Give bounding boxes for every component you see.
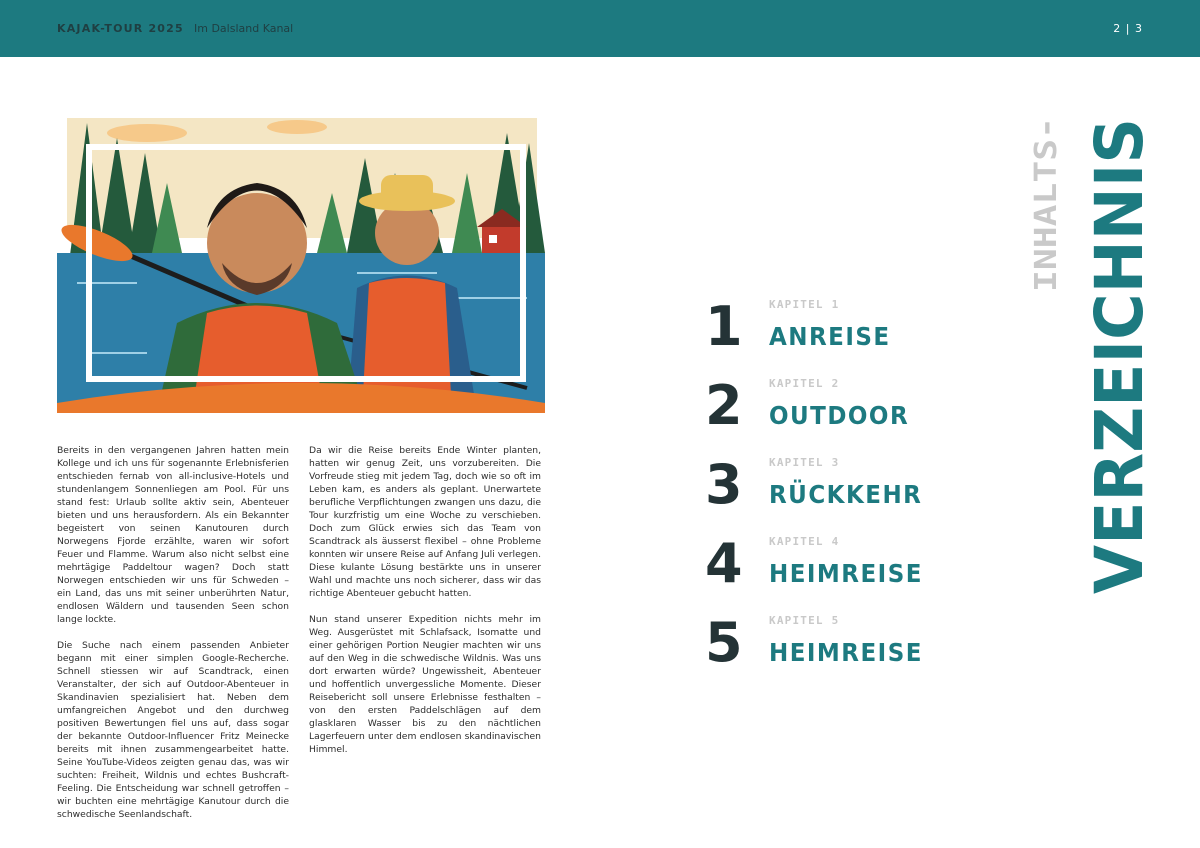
toc-chapter-title: HEIMREISE: [769, 559, 923, 588]
paragraph: Die Suche nach einem passenden Anbieter begann mit einer simplen Google-Recherche. Schnell stiessen wir auf Scandtrack, einen Veranstalter, der sich auf Outdoor-Abenteuer in Skandinavien spezialisiert hat. Neben dem umfangreichen Angebot und den durchweg positiven Bewertungen fiel uns auf, dass sogar der bekannte Outdoor-Influencer Fritz Meinecke bereits mit ihnen zusammengearbeitet hatte. Seine YouTube-Videos zeigten genau das, was wir suchten: Freiheit, Wildnis und echtes Bushcraft-Feeling. Die Entscheidung war schnell getroffen – wir buchten eine mehrtägige Kanutour durch die schwedische Seenlandschaft.: [57, 640, 289, 820]
toc-item-2[interactable]: [705, 374, 965, 447]
toc-item-4[interactable]: [705, 532, 965, 605]
magazine-subtitle: Im Dalsland Kanal: [194, 22, 294, 35]
toc-heading-small: [1024, 112, 1064, 292]
toc-item-1[interactable]: [705, 295, 965, 368]
toc-chapter-title: HEIMREISE: [769, 638, 923, 667]
body-column-left: [57, 444, 289, 834]
kayak-illustration: [57, 113, 545, 413]
toc-number: 1: [705, 295, 743, 358]
toc-chapter-label: KAPITEL 5: [769, 614, 840, 627]
toc-chapter-title: OUTDOOR: [769, 401, 910, 430]
paragraph: Da wir die Reise bereits Ende Winter planten, hatten wir genug Zeit, uns vorzubereiten. Die Vorfreude stieg mit jedem Tag, doch wie so oft im Leben kam, es anders als geplant. Unerwartete berufliche Verpflichtungen zwangen uns dazu, die Tour kurzfristig um eine Woche zu verschieben. Doch zum Glück erwies sich das Team von Scandtrack als äusserst flexibel – ohne Probleme konnten wir unsere Reise auf Anfang Juli verlegen. Diese kulante Lösung bestärkte uns in unserer Wahl und machte uns noch sicherer, dass wir das richtige Abenteuer gebucht hatten.: [309, 445, 541, 599]
toc-number: 5: [705, 611, 743, 674]
toc-number: 2: [705, 374, 743, 437]
toc-chapter-title: RÜCKKEHR: [769, 480, 923, 509]
toc-number: 3: [705, 453, 743, 516]
toc-chapter-title: ANREISE: [769, 322, 891, 351]
toc-chapter-label: KAPITEL 3: [769, 456, 840, 469]
toc-chapter-label: KAPITEL 1: [769, 298, 840, 311]
toc-heading-big-text: VERZEICHNIS: [1081, 98, 1158, 594]
toc-heading-big: [1080, 98, 1158, 602]
toc-number: 4: [705, 532, 743, 595]
page-number: 2 | 3: [1113, 22, 1143, 35]
paragraph: Nun stand unserer Expedition nichts mehr im Weg. Ausgerüstet mit Schlafsack, Isomatte und einer gehörigen Portion Neugier machten wir uns auf den Weg in die schwedische Wildnis. Was uns dort erwarten würde? Ungewissheit, Abenteuer und hoffentlich unvergessliche Momente. Dieser Reisebericht soll unsere Erlebnisse festhalten – von den ersten Paddelschlägen auf dem glasklaren Wasser bis zu den nächtlichen Lagerfeuern unter dem endlosen skandinavischen Himmel.: [309, 614, 541, 755]
toc-item-5[interactable]: [705, 611, 965, 684]
paragraph: Bereits in den vergangenen Jahren hatten mein Kollege und ich uns für sogenannte Erlebnisferien entschieden fernab von all-inclusive-Hotels und stundenlangem Sonnenliegen am Pool. Für uns stand fest: Urlaub sollte aktiv sein, Abenteuer bieten und uns herausfordern. Als ein Bekannter begeistert von seinen Kanutouren durch Norwegens Fjorde erzählte, waren wir sofort Feuer und Flamme. Warum also nicht selbst eine mehrtägige Paddeltour wagen? Doch statt Norwegen entschieden wir uns für Schweden – ein Land, das uns mit seiner unberührten Natur, endlosen Wäldern und tausenden Seen schon lange lockte.: [57, 445, 289, 625]
magazine-title: KAJAK-TOUR 2025: [57, 22, 184, 35]
toc-heading-small-text: INHALTS-: [1029, 147, 1064, 292]
toc-chapter-label: KAPITEL 2: [769, 377, 840, 390]
body-column-right: [309, 444, 541, 769]
toc-chapter-label: KAPITEL 4: [769, 535, 840, 548]
toc-item-3[interactable]: [705, 453, 965, 526]
header-bar: [0, 0, 1200, 57]
